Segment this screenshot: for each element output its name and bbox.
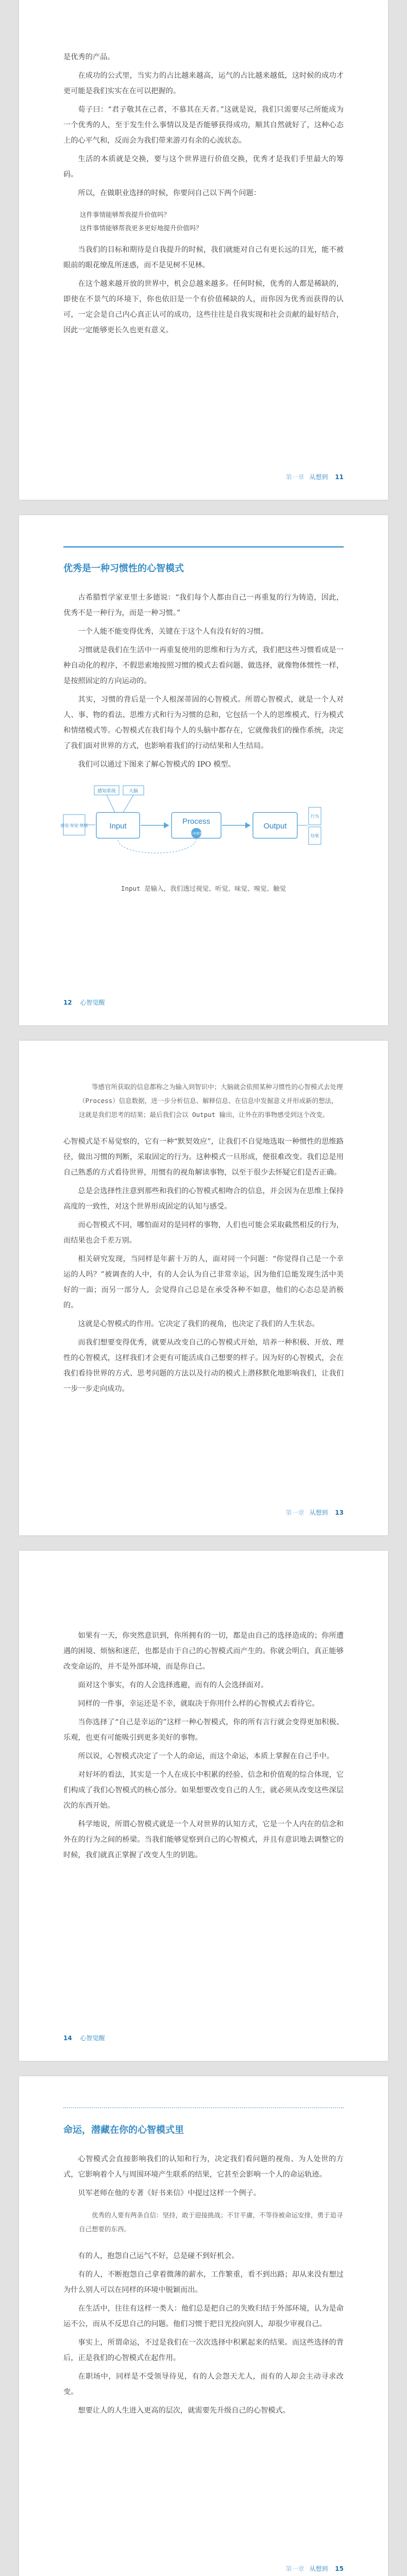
paragraph: 如果有一天，你突然意识到，你所拥有的一切，都是由自己的选择造成的；你所遭遇的困境、烦恼和迷茫，也都是由于自己的心智模式而产生的。你就会明白，真正能够改变命运的，并不是外部环境，而是你自己。	[63, 1632, 344, 1671]
paragraph: 而心智模式不同，哪怕面对的是同样的事物，人们也可能会采取截然相反的行为，而结果也会千差万别。	[63, 1221, 344, 1245]
feedback-loop	[118, 838, 196, 853]
callout-quote: 优秀的人要有两条自信：坚持，敢于迎接挑战；不甘平庸，不等待被命运安排，勇于追寻自己想要的东西。	[79, 2211, 343, 2233]
question-item: 这件事情能够帮我更多更好地提升价值吗？	[80, 224, 202, 232]
paragraph: 在成功的公式里，当实力的占比越来越高，运气的占比越来越低，这时候的成功才更可能是我们实实在在可以把握的。	[63, 72, 344, 95]
paragraph: 相关研究发现，当同样是年薪十万的人，面对同一个问题：“你觉得自己是一个幸运的人吗？”被调查的人中，有的人会认为自己非常幸运，因为他们总能发现生活中美好的一面；而另一部分人，会觉得自己总是在承受各种不如意，他们的心态总是消极的。	[63, 1255, 344, 1310]
paragraph: 所以，在做职业选择的时候，你要问自己以下两个问题：	[78, 189, 261, 197]
paragraph: 对好坏的看法，其实是一个人在成长中积累的经验、信念和价值观的综合体现，它们构成了我们心智模式的核心部分。如果想要改变自己的人生，就必须从改变这些深层次的东西开始。	[63, 1771, 344, 1810]
book-page-12	[19, 515, 388, 1025]
page-footer	[286, 472, 344, 481]
section-title: 命运，潜藏在你的心智模式里	[63, 2125, 184, 2136]
paragraph: 其实，习惯的背后是一个人根深蒂固的心智模式。所谓心智模式，就是一个人对人、事、物的看法、思维方式和行为习惯的总和，它包括一个人的思维模式、行为模式和情绪模式等。心智模式在我们每个人的头脑中都存在，它就像我们的操作系统，决定了我们面对世界的方式，也影响着我们的行动结果和人生结局。	[63, 696, 344, 750]
page-footer	[63, 998, 105, 1007]
chapter-label: 第一章	[285, 1509, 304, 1516]
book-title: 心智觉醒	[80, 999, 105, 1006]
paragraph: 在生活中，往往有这样一类人：他们总是把自己的失败归结于外部环境，认为是命运不公，而从不反思自己的问题。他们习惯于把目光投向别人，却很少审视自己。	[63, 2304, 344, 2328]
input-label: Input	[109, 822, 127, 831]
behavior-label: 行为	[311, 814, 319, 819]
paragraph: 古希腊哲学家亚里士多德说：“我们每个人都由自己一再重复的行为铸造，因此，优秀不是一种行为，而是一种习惯。”	[63, 594, 344, 617]
output-label: Output	[263, 822, 287, 831]
ipo-diagram	[60, 775, 344, 893]
page-number: 12	[63, 999, 72, 1006]
paragraph: 一个人能不能变得优秀，关键在于这个人有没有好的习惯。	[78, 628, 268, 636]
paragraph: 有的人，抱怨自己运气不好，总是碰不到好机会。	[78, 2252, 239, 2260]
book-page-15	[19, 2076, 388, 2576]
page-footer	[286, 2564, 344, 2573]
chapter-title: 从想到	[309, 2565, 328, 2572]
chapter-label: 第一章	[285, 473, 304, 481]
process-label: Process	[182, 817, 211, 826]
diagram-caption: Input 是输入，我们透过视觉、听觉、味觉、嗅觉、触觉	[121, 885, 286, 892]
paragraph: 生活的本质就是交换，要与这个世界进行价值交换，优秀才是我们手里最大的筹码。	[63, 155, 344, 179]
paragraph: 是优秀的产品。	[63, 53, 115, 61]
section-rule	[63, 546, 344, 548]
paragraph: 当你选择了“自己是幸运的”这样一种心智模式，你的所有言行就会变得更加积极、乐观，也更有可能吸引到更多美好的事物。	[63, 1718, 344, 1742]
page-number: 11	[335, 473, 344, 481]
chapter-label: 第一章	[285, 2565, 304, 2572]
paragraph: 面对这个事实，有的人会选择逃避，而有的人会选择面对。	[78, 1681, 268, 1689]
paragraph: 而我们想要变得优秀，就要从改变自己的心智模式开始，培养一种积极、开放、理性的心智模式，这样我们才会更有可能活成自己想要的样子。因为好的心智模式，会在我们看待世界的方式、思考问题的方法以及行动的模式上潜移默化地影响我们，让我们一步一步走向成功。	[63, 1338, 344, 1393]
chapter-title: 从想到	[309, 473, 328, 481]
book-page-13	[19, 1041, 388, 1535]
brain-label: 大脑	[128, 789, 139, 794]
question-list	[63, 208, 344, 235]
mind-model-label: 心智模型	[190, 832, 203, 836]
ipo-diagram-svg	[60, 775, 344, 878]
section-title: 优秀是一种习惯性的心智模式	[63, 563, 184, 574]
paragraph: 贝军老师在他的专著《好书来信》中提过这样一个例子。	[78, 2189, 261, 2197]
paragraph: 事实上，所谓命运，不过是我们在一次次选择中积累起来的结果。而这些选择的背后，正是我们的心智模式在起作用。	[63, 2338, 344, 2362]
paragraph: 在职场中，同样是不受领导待见，有的人会怨天尤人，而有的人却会主动寻求改变。	[63, 2372, 344, 2396]
book-title: 心智觉醒	[80, 2035, 105, 2042]
paragraph: 所以说，心智模式决定了一个人的命运，而这个命运，本质上掌握在自己手中。	[78, 1752, 334, 1760]
question-item: 这件事情能够帮我提升价值吗？	[80, 211, 171, 218]
callout-quote: 等感官所获取的信息都称之为输入到智识中；大脑就会依照某种习惯性的心智模式去处理（Process）信息数据，进一步分析信息、解释信息、在信息中发掘意义并形成新的想法，这就是我们思考的结果；最后我们会以 Output 输出，让外在的事物感受到这个改变。	[79, 1083, 343, 1118]
paragraph: 心智模式是不易觉察的，它有一种“默契效应”，让我们不自觉地选取一种惯性的思维路径，做出习惯的判断，采取固定的行为。这种模式一旦形成，便很难改变。我们总是用自己熟悉的方式看待世界，用惯有的视角解读事物，以至于很少去怀疑它们是否正确。	[63, 1138, 344, 1177]
paragraph: 在这个越来越开放的世界中，机会总越来越多。任何时候，优秀的人都是稀缺的，即使在不景气的环境下，你也依旧是一个有价值稀缺的人，而你因为优秀而获得的认可，一定会是自己内心真正认可的成功，这些往往是自我实现和社会贡献的最好结合，因此一定能够更长久也更有意义。	[63, 280, 344, 334]
paragraph: 荀子曰：“君子敬其在己者，不慕其在天者。”这就是说，我们只需要尽己所能成为一个优秀的人，至于发生什么事情以及是否能够获得成功，顺其自然就好了，这种心态上的心平气和，反而会为我们带来游刃有余的心流状态。	[63, 106, 344, 145]
page-number: 15	[335, 2565, 344, 2572]
chapter-title: 从想到	[309, 1509, 328, 1516]
book-page-11	[19, 0, 388, 500]
paragraph: 总是会选择性注意到那些和我们的心智模式相吻合的信息，并会因为在思维上保持高度的一致性，对这个世界形成固定的认知与感受。	[63, 1187, 344, 1211]
paragraph: 有的人，不断抱怨自己拿着微薄的薪水，工作繁重，看不到出路；却从来没有想过为什么别人可以在同样的环境中脱颖而出。	[63, 2270, 344, 2294]
result-label: 结果	[311, 834, 319, 838]
page-number: 14	[63, 2035, 72, 2042]
page-number: 13	[335, 1509, 344, 1516]
paragraph: 当我们的目标和期待是自我提升的时候，我们就能对自己有更长远的目光，能不被眼前的眼花缭乱所迷惑，而不是见树不见林。	[63, 246, 344, 269]
paragraph: 习惯就是我们在生活中一再重复使用的思维和行为方式，我们把这些习惯看成是一种自动化的程序，不假思索地按照习惯的模式去看问题、做选择，就像物体惯性一样，是按照固定的方向运动的。	[63, 646, 344, 685]
connector-line	[107, 795, 115, 812]
page-footer	[63, 2033, 105, 2042]
page-footer	[286, 1508, 344, 1517]
paragraph: 这就是心智模式的作用。它决定了我们的视角，也决定了我们的人生状态。	[78, 1320, 319, 1328]
sense-label: 感觉·知觉·情绪	[60, 823, 88, 828]
paragraph: 科学地说，所谓心智模式就是一个人对世界的认知方式，它是一个人内在的信念和外在的行为之间的桥梁。当我们能够觉察到自己的心智模式，并且有意识地去调整它的时候，我们就真正掌握了改变人生的钥匙。	[63, 1820, 344, 1859]
paragraph: 同样的一件事，幸运还是不幸，就取决于你用什么样的心智模式去看待它。	[78, 1700, 319, 1708]
connector-line	[123, 795, 133, 812]
paragraph: 想要让人的人生进入更高的层次，就需要先升级自己的心智模式。	[78, 2406, 290, 2415]
perception-label: 感知系统	[97, 789, 116, 794]
paragraph: 我们可以通过下图来了解心智模式的 IPO 模型。	[78, 760, 235, 769]
book-page-14	[19, 1551, 388, 2061]
paragraph: 心智模式会直接影响我们的认知和行为，决定我们看问题的视角、为人处世的方式，它影响着个人与周围环境产生联系的结果，它甚至会影响一个人的命运轨迹。	[63, 2155, 344, 2179]
section-rule	[63, 2107, 344, 2108]
